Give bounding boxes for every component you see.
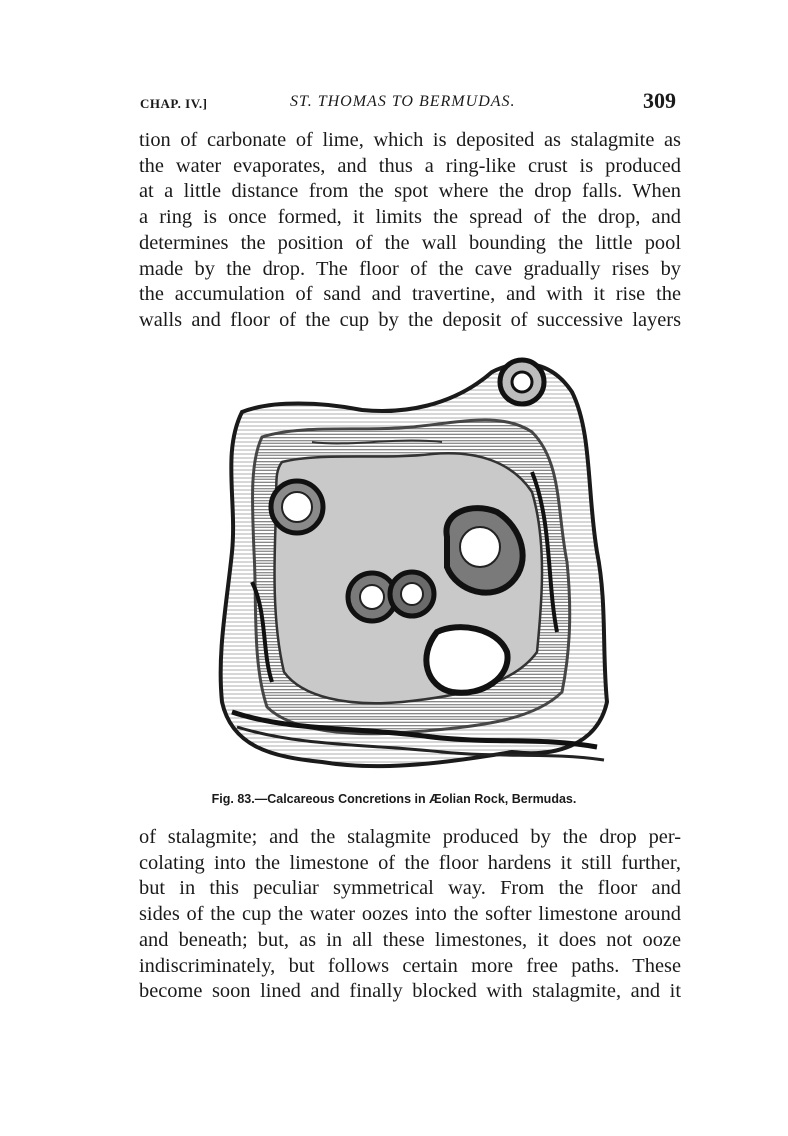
text-line: indiscriminately, but follows certain more free paths. These xyxy=(139,954,681,977)
text-line: a ring is once formed, it limits the spread of the drop, and xyxy=(139,206,681,229)
text-line: the water evaporates, and thus a ring-like crust is produced xyxy=(139,154,681,177)
concretions-illustration xyxy=(212,352,612,782)
text-line: walls and floor of the cup by the deposit of successive layers xyxy=(139,308,681,331)
text-line: become soon lined and finally blocked with stalagmite, and it xyxy=(139,980,681,1003)
chapter-label: CHAP. IV.] xyxy=(140,96,208,111)
text-line: tion of carbonate of lime, which is deposited as stalagmite as xyxy=(139,129,681,151)
running-title: ST. THOMAS TO BERMUDAS. xyxy=(290,93,516,110)
text-line: colating into the limestone of the floor hardens it still further, xyxy=(139,851,681,874)
text-line: at a little distance from the spot where the drop falls. When xyxy=(139,180,681,203)
text-line: and beneath; but, as in all these limestones, it does not ooze xyxy=(139,928,681,951)
text-line: made by the drop. The floor of the cave gradually rises by xyxy=(139,257,681,280)
text-line: but in this peculiar symmetrical way. From the floor and xyxy=(139,877,681,900)
paragraph-bottom xyxy=(139,825,681,1005)
text-line: the accumulation of sand and travertine, and with it rise the xyxy=(139,283,681,306)
figure-caption: Fig. 83.—Calcareous Concretions in Æolian Rock, Bermudas. xyxy=(211,792,577,806)
running-head xyxy=(140,88,680,118)
page-number: 309 xyxy=(643,88,676,113)
text-line: of stalagmite; and the stalagmite produced by the drop per- xyxy=(139,826,681,848)
text-line: sides of the cup the water oozes into the softer limestone around xyxy=(139,903,681,926)
paragraph-top xyxy=(139,128,681,334)
text-line: determines the position of the wall bounding the little pool xyxy=(139,231,681,254)
